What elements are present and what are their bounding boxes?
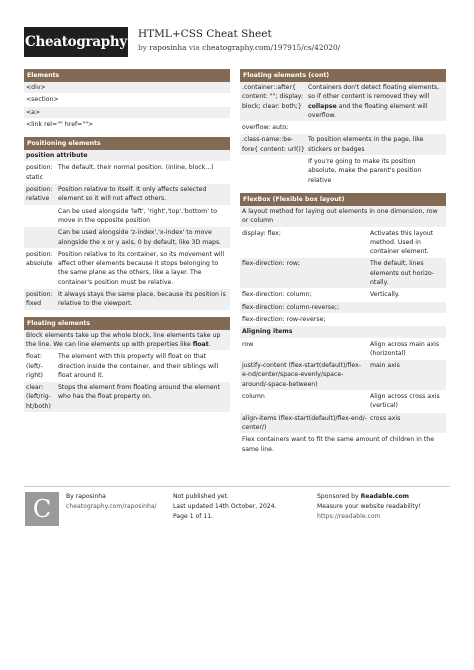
table-row [240,339,446,361]
table-row [240,413,446,435]
row-text: <link rel="" href=""> [26,120,94,128]
page-title: HTML+CSS Cheat Sheet [138,28,272,40]
row-key: position: static [26,164,53,181]
row-key: clear: (left/rig-ht/both) [26,384,51,410]
row-key: overflow: auto; [242,124,289,132]
page-header [24,27,450,57]
row-key: align-items (flex-start(default)/flex-end/-center/) [242,414,367,431]
flexbox-table [240,206,446,456]
footer-by: By raposinha [66,493,106,500]
floating-box [24,317,230,413]
row-value: main axis [370,362,400,370]
row-value: Position relative to its container, so its movement will affect other elements because it stops belonging to the same plane as the others, like a layer. The container's position must be relative. [58,250,225,286]
intro-pre: Block elements take up the whole block, line elements take up the line. We can line elements up with properties like [26,331,221,348]
table-row [24,119,230,131]
positioning-table [24,150,230,310]
elements-box [24,69,230,131]
footer-sponsor [317,492,421,521]
left-column [24,69,230,419]
row-key: row [242,340,254,348]
page-footer [24,486,450,536]
table-row [24,150,230,162]
table-row [240,326,446,338]
author-avatar[interactable]: C [25,492,59,526]
sponsor-tagline: Measure your website readability! [317,502,421,510]
row-key: column [242,393,265,401]
row-key: position: relative [26,186,53,203]
row-value: Stops the element from floating around the element who has the float property on. [58,384,221,401]
table-row [24,206,230,228]
section-title-floating: Floating elements [24,317,230,330]
title-block [138,28,340,53]
row-value: Position relative to itself. It only affects selected element so it will not affect others. [58,186,207,203]
floating-table [24,330,230,413]
floating-cont-table [240,82,446,187]
row-key: position: absolute [26,250,53,268]
row-value: cross axis [370,414,401,422]
table-row [240,206,446,228]
floating-cont-box [240,69,446,187]
table-row [240,302,446,314]
row-key [242,157,308,185]
via-text: via [188,42,200,52]
table-row [24,382,230,413]
byline [138,42,340,53]
table-row [24,249,230,289]
positioning-box [24,137,230,310]
table-row [240,360,446,391]
intro-text: A layout method for laying out elements in one dimension, row or column [242,207,438,225]
page-count: Page 1 of 11. [173,512,214,520]
row-text: <section> [26,96,59,104]
right-column [240,69,446,462]
row-value [308,123,444,132]
row-key: flex-direction: column; [242,291,312,299]
row-value [370,303,444,312]
row-value: Can be used alongside 'left', 'right','top','bottom' to move in the opposite position [58,207,218,224]
footer-meta [173,492,277,521]
sponsor-name[interactable]: Readable.com [360,493,410,500]
sponsor-prefix: Sponsored by [317,493,361,500]
value-pre: Containers don't detect floating elements, so if other content is removed they will [308,84,440,101]
row-value: Vertically. [370,291,400,299]
section-title-floating-cont: Floating elements (cont) [240,69,446,82]
table-row [240,258,446,289]
sponsor-link[interactable]: https://readable.com [317,512,381,520]
section-title-flexbox: FlexBox (Flexible box layout) [240,193,446,206]
row-value: The element with this property will float on that direction inside the container, and their siblings will float around it. [58,353,219,379]
row-value: To position elements in the page, like stickers or badges [308,136,424,153]
value-bold: collapse [308,102,337,110]
row-key: display: flex; [242,229,281,237]
flexbox-box [240,193,446,456]
intro-text [26,331,228,350]
subheading: position attribute [26,152,88,160]
row-text: <div> [26,84,46,91]
value-post: and the floating element will overflow. [308,102,428,119]
intro-bold: float [192,340,209,348]
row-value: Activates this layout method. Used in container element. [370,229,434,256]
table-row [24,289,230,311]
row-key: .class-name::be-fore{ content: url()} [242,136,305,153]
row-key: justify-content (flex-start(default)/flex-e-nd/center/space-evenly/space-around/-space-between) [242,362,362,388]
table-row [24,107,230,119]
row-key: .container::after{ content: ""; display: block; clear: both;} [242,84,304,110]
table-row [24,330,230,352]
row-key: flex-direction: row-reverse; [242,315,326,323]
sponsor-line [317,492,421,502]
row-key: flex-direction: column-reverse;; [242,303,340,311]
elements-table [24,82,230,131]
table-row [24,184,230,206]
row-value: If you're going to make its position absolute, make the parent's position relative [308,158,422,184]
row-key: position: fixed [26,291,53,308]
row-value: Align across main axis (horizontal) [370,340,440,357]
row-key: flex-direction: row; [242,260,300,268]
row-text: <a> [26,108,41,116]
table-row [240,314,446,326]
table-row [24,94,230,106]
last-updated: Last updated 14th October, 2024. [173,502,277,510]
row-value: Can be used alongside 'z-index','x-index' to move alongside the x or y axis, 0 by default, like 3D maps. [58,229,222,246]
cheatography-logo[interactable]: Cheatography [24,27,128,57]
by-prefix: by [138,42,147,52]
table-row [240,289,446,301]
row-value: The default, lines elements out horizo-ntally. [370,260,435,287]
table-row [240,391,446,413]
author-link[interactable]: raposinha [149,42,187,52]
table-row [240,156,446,187]
row-value [308,83,444,120]
table-row [240,122,446,134]
table-row [24,227,230,249]
row-value: The default, their normal position. (inline, block...) [58,164,214,172]
section-title-elements: Elements [24,69,230,82]
table-row [24,162,230,184]
row-key [26,228,58,247]
row-value [370,315,444,324]
intro-post: . [208,340,211,348]
table-row [240,228,446,259]
row-key: float: (left/-right) [26,353,43,379]
sheet-url-link[interactable]: cheatography.com/197915/cs/42020/ [202,42,341,52]
footer-author [66,492,157,512]
row-value: It always stays the same place, because its position is relative to the viewport. [58,291,226,308]
row-key [26,207,58,226]
author-profile-link[interactable]: cheatography.com/raposinha/ [66,502,157,510]
published-status: Not published yet. [173,493,229,500]
subheading: Aligning items [242,328,293,336]
table-row [24,351,230,382]
table-row [24,82,230,94]
outro-text: Flex containers want to fit the same amount of children in the same line. [242,436,435,453]
table-row [240,134,446,156]
table-row [240,82,446,122]
section-title-positioning: Positioning elements [24,137,230,150]
table-row [240,434,446,456]
row-value: Align across cross axis (vertical) [370,393,440,410]
